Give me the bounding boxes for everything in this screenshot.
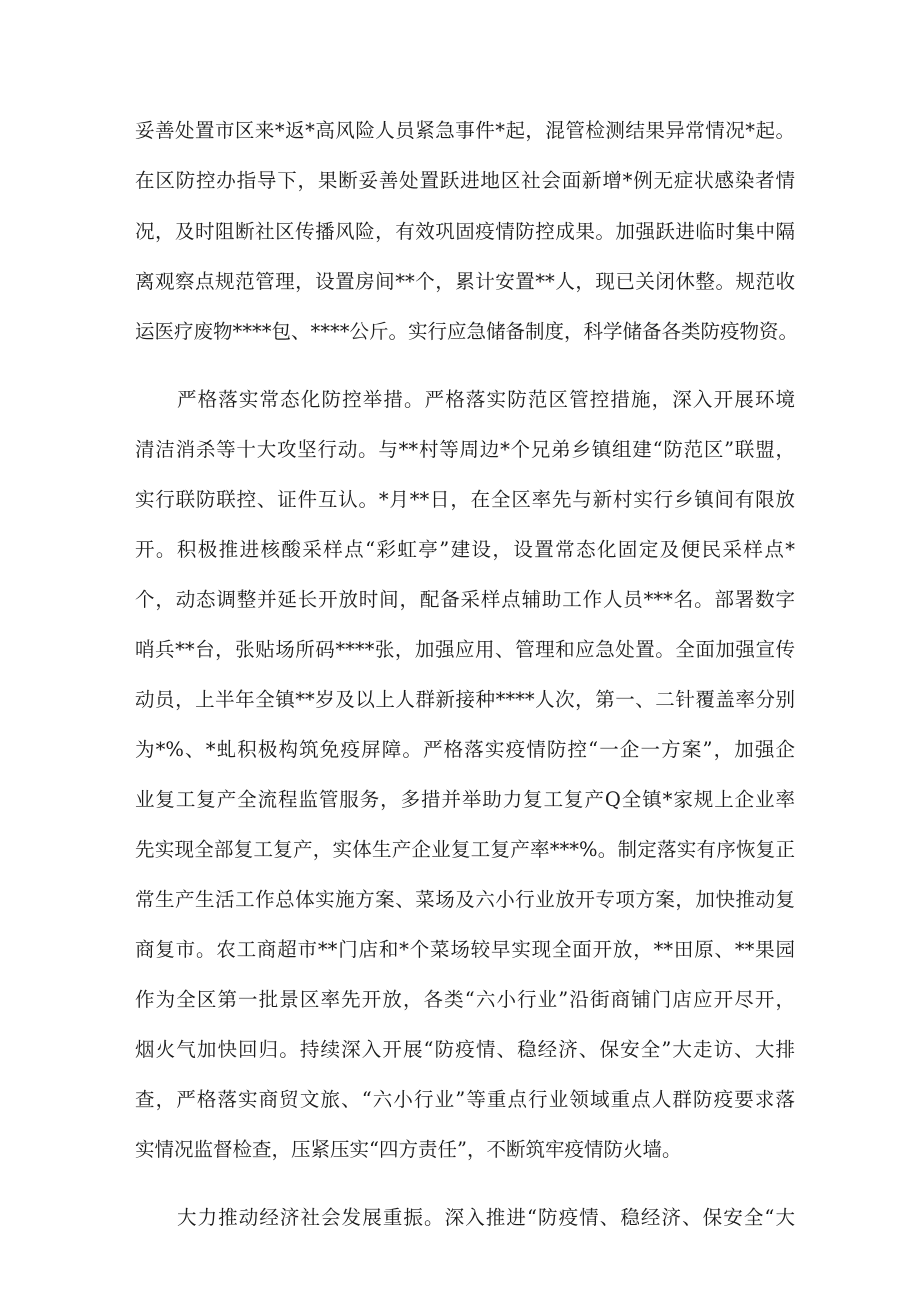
paragraph-2-line-6: 哨兵**台，张贴场所码****张，加强应用、管理和应急处置。全面加强宣传	[135, 638, 795, 661]
paragraph-2-line-8: 为*%、*虬积极构筑免疫屏障。严格落实疫情防控“一企一方案”，加强企	[135, 738, 795, 761]
paragraph-2-line-3: 实行联防联控、证件互认。*月**日，在全区率先与新村实行乡镇间有限放	[135, 488, 795, 511]
paragraph-2-line-12: 商复市。农工商超市**门店和*个菜场较早实现全面开放，**田原、**果园	[135, 938, 795, 961]
paragraph-2-line-10: 先实现全部复工复产，实体生产企业复工复产率***%。制定落实有序恢复正	[135, 838, 795, 861]
paragraph-2-line-9: 业复工复产全流程监管服务，多措并举助力复工复产Q全镇*家规上企业率	[135, 788, 795, 811]
paragraph-1-line-1: 妥善处置市区来*返*高风险人员紧急事件*起，混管检测结果异常情况*起。	[135, 119, 795, 142]
paragraph-1-line-3: 况，及时阻断社区传播风险，有效巩固疫情防控成果。加强跃进临时集中隔	[135, 220, 795, 243]
paragraph-2-line-16: 实情况监督检查，压紧压实“四方责任”，不断筑牢疫情防火墙。	[135, 1138, 682, 1161]
paragraph-2-line-15: 查，严格落实商贸文旅、“六小行业”等重点行业领域重点人群防疫要求落	[135, 1088, 795, 1111]
paragraph-1-line-2: 在区防控办指导下，果断妥善处置跃进地区社会面新增*例无症状感染者情	[135, 169, 795, 192]
paragraph-2-line-11: 常生产生活工作总体实施方案、菜场及六小行业放开专项方案，加快推动复	[135, 888, 795, 911]
paragraph-3-line-1: 大力推动经济社会发展重振。深入推进“防疫情、稳经济、保安全“大	[177, 1206, 795, 1229]
paragraph-1-line-4: 离观察点规范管理，设置房间**个，累计安置**人，现已关闭休整。规范收	[135, 270, 795, 293]
paragraph-1-line-5: 运医疗废物****包、****公斤。实行应急储备制度，科学储备各类防疫物资。	[135, 320, 799, 343]
paragraph-2-line-7: 动员，上半年全镇**岁及以上人群新接种****人次，第一、二针覆盖率分别	[135, 688, 795, 711]
paragraph-2-line-13: 作为全区第一批景区率先开放，各类“六小行业”沿街商铺门店应开尽开，	[135, 988, 795, 1011]
paragraph-2-line-5: 个，动态调整并延长开放时间，配备采样点辅助工作人员***名。部署数字	[135, 588, 795, 611]
paragraph-2-line-4: 开。积极推进核酸采样点“彩虹亭”建设，设置常态化固定及便民采样点*	[135, 538, 795, 561]
paragraph-2-line-14: 烟火气加快回归。持续深入开展“防疫情、稳经济、保安全”大走访、大排	[135, 1038, 795, 1061]
paragraph-2-line-2: 清洁消杀等十大攻坚行动。与**村等周边*个兄弟乡镇组建“防范区”联盟，	[135, 438, 795, 461]
paragraph-2-line-1: 严格落实常态化防控举措。严格落实防范区管控措施，深入开展环境	[177, 388, 795, 411]
